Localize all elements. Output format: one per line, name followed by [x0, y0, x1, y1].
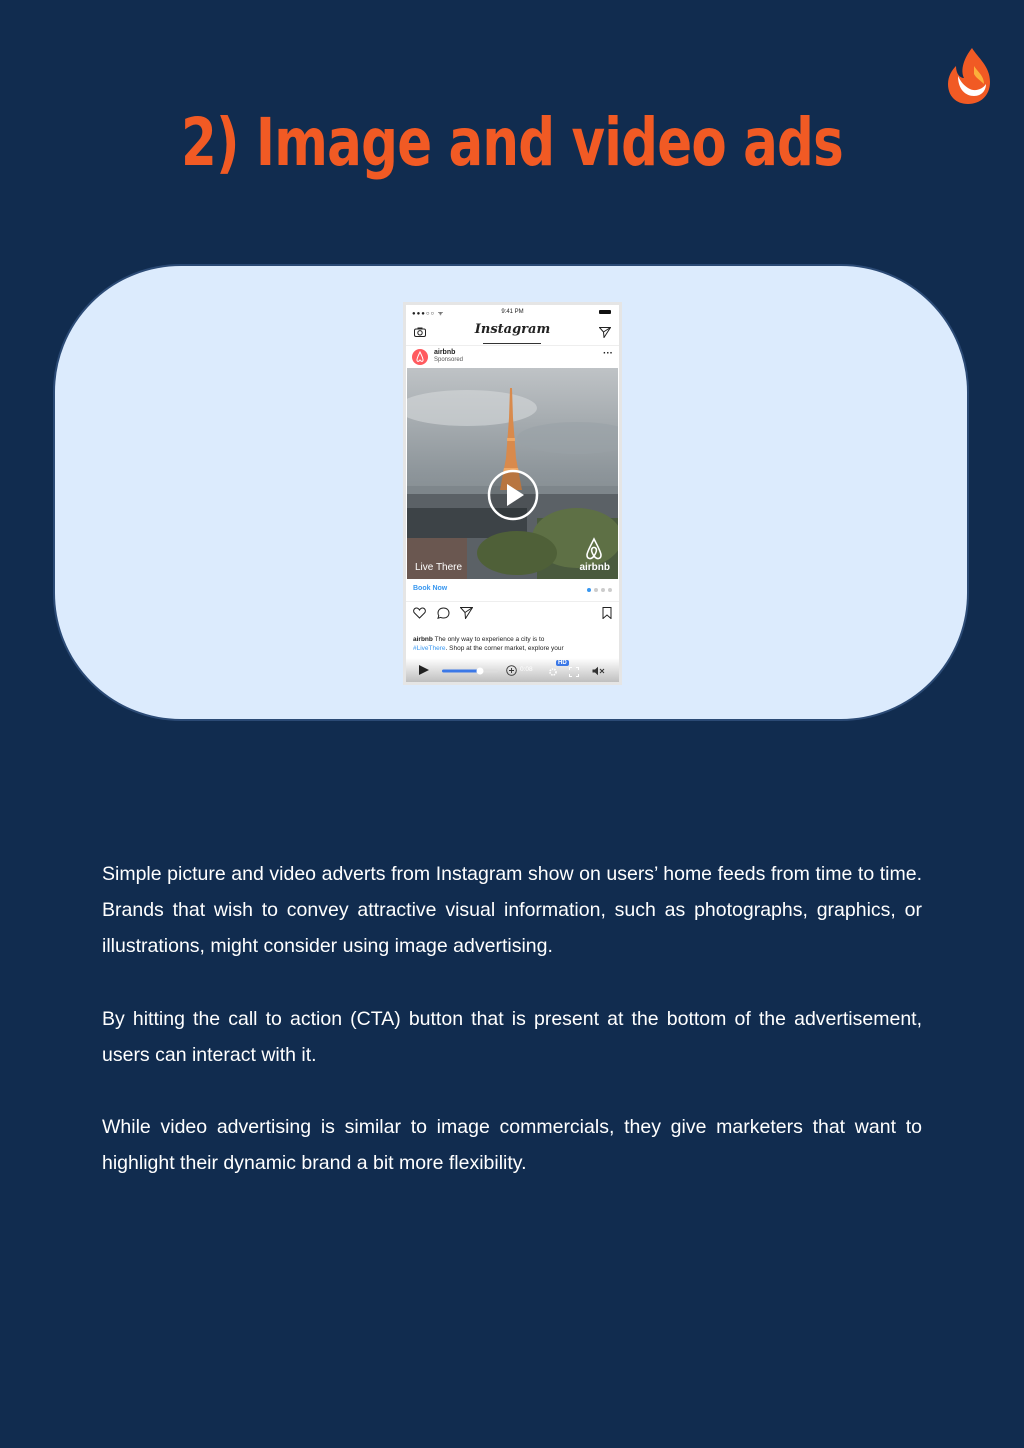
page-title: 2) Image and video ads — [180, 104, 843, 181]
post-actions — [406, 602, 619, 624]
caption-text-1: The only way to experience a city is to — [432, 636, 545, 643]
paragraph-cta: By hitting the call to action (CTA) button that is present at the bottom of the advertisement, users can interact with it. — [102, 1007, 922, 1066]
video-controls-bar — [406, 658, 619, 682]
carousel-indicator — [587, 588, 612, 592]
book-now-button[interactable]: Book Now — [413, 585, 448, 592]
post-header — [406, 346, 619, 368]
direct-message-icon[interactable] — [599, 327, 611, 338]
instagram-wordmark: Instagram — [474, 322, 551, 337]
comment-icon[interactable] — [437, 607, 450, 619]
signal-icon: ●●●○○ ᯤ — [412, 311, 445, 317]
battery-icon — [599, 310, 611, 314]
phone-status-bar — [406, 305, 619, 319]
paragraph-video: While video advertising is similar to image commercials, they give marketers that want to highlight their dynamic brand a bit more flexibility. — [102, 1115, 922, 1174]
hd-badge[interactable]: HD — [558, 660, 567, 666]
mute-icon[interactable] — [592, 666, 605, 676]
avatar[interactable] — [412, 349, 428, 365]
play-small-icon[interactable] — [418, 664, 430, 676]
seek-slider[interactable] — [442, 667, 498, 675]
settings-icon[interactable] — [548, 667, 558, 677]
caption-account[interactable]: airbnb — [413, 636, 433, 643]
zoom-icon[interactable] — [506, 665, 517, 676]
post-caption — [413, 635, 613, 653]
video-time: 0:08 — [520, 666, 533, 673]
cta-bar[interactable] — [406, 579, 619, 602]
instagram-header — [406, 319, 619, 346]
bookmark-icon[interactable] — [602, 607, 612, 619]
sponsored-label: Sponsored — [434, 357, 464, 363]
heart-icon[interactable] — [413, 607, 426, 619]
fullscreen-icon[interactable] — [569, 667, 579, 677]
share-icon[interactable] — [460, 607, 473, 619]
instagram-ad-mockup — [403, 302, 622, 685]
status-time: 9:41 PM — [501, 309, 524, 315]
paragraph-intro: Simple picture and video adverts from Instagram show on users’ home feeds from time to time. Brands that wish to convey attractive visual information, such as photographs, graphics, or illustrations, might consider using image advertising. — [102, 862, 922, 957]
caption-hashtag[interactable]: #LiveThere — [413, 645, 446, 652]
video-overlay-tagline: Live There — [415, 562, 463, 573]
header-underline — [483, 343, 541, 344]
caption-text-2: . Shop at the corner market, explore your — [445, 645, 564, 652]
airbnb-logo-icon — [583, 537, 605, 561]
ad-video[interactable] — [407, 368, 618, 579]
account-name[interactable]: airbnb — [434, 349, 456, 356]
fox-flame-logo — [944, 46, 994, 106]
more-options-icon[interactable]: ··· — [603, 348, 613, 359]
play-button-icon[interactable] — [487, 469, 539, 521]
video-overlay-brand: airbnb — [579, 562, 610, 573]
